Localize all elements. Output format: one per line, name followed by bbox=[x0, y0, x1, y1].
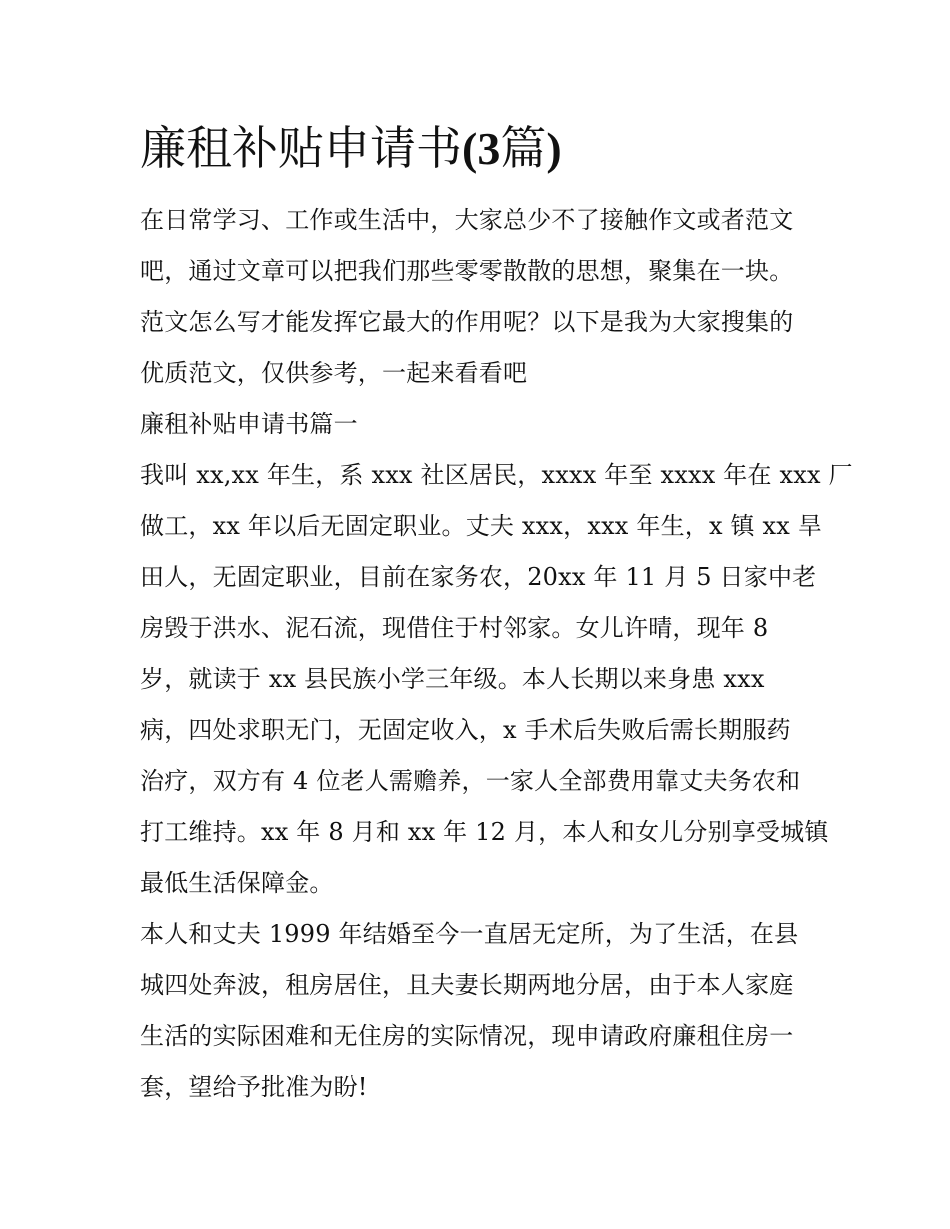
body-line: 在日常学习、工作或生活中，大家总少不了接触作文或者范文 bbox=[140, 206, 794, 234]
body-line: 做工，xx 年以后无固定职业。丈夫 xxx，xxx 年生，x 镇 xx 旱 bbox=[140, 512, 823, 540]
body-line: 范文怎么写才能发挥它最大的作用呢？以下是我为大家搜集的 bbox=[140, 308, 794, 336]
title-tail: 篇 bbox=[500, 121, 547, 175]
body-line: 治疗，双方有 4 位老人需赡养，一家人全部费用靠丈夫务农和 bbox=[140, 767, 801, 795]
body-line: 我叫 xx,xx 年生，系 xxx 社区居民，xxxx 年至 xxxx 年在 xxx 厂 bbox=[140, 461, 853, 489]
body-line: 田人，无固定职业，目前在家务农，20xx 年 11 月 5 日家中老 bbox=[140, 563, 817, 591]
body-line: 本人和丈夫 1999 年结婚至今一直居无定所，为了生活，在县 bbox=[140, 920, 799, 948]
title-close: ) bbox=[546, 123, 562, 174]
body-line: 病，四处求职无门，无固定收入，x 手术后失败后需长期服药 bbox=[140, 716, 791, 744]
section-heading: 廉租补贴申请书篇一 bbox=[140, 410, 358, 438]
title-paren: (3 bbox=[462, 123, 501, 174]
body-line: 城四处奔波，租房居住，且夫妻长期两地分居，由于本人家庭 bbox=[140, 971, 794, 999]
document-title bbox=[140, 118, 562, 179]
title-main: 廉租补贴申请书 bbox=[140, 121, 462, 175]
body-line: 房毁于洪水、泥石流，现借住于村邻家。女儿许晴，现年 8 bbox=[140, 614, 769, 642]
body-line: 套，望给予批准为盼! bbox=[140, 1073, 368, 1101]
body-line: 岁，就读于 xx 县民族小学三年级。本人长期以来身患 xxx bbox=[140, 665, 765, 693]
body-line: 打工维持。xx 年 8 月和 xx 年 12 月，本人和女儿分别享受城镇 bbox=[140, 818, 829, 846]
body-line: 生活的实际困难和无住房的实际情况，现申请政府廉租住房一 bbox=[140, 1022, 794, 1050]
body-line: 吧，通过文章可以把我们那些零零散散的思想，聚集在一块。 bbox=[140, 257, 794, 285]
body-line: 优质范文，仅供参考，一起来看看吧 bbox=[140, 359, 528, 387]
body-line: 最低生活保障金。 bbox=[140, 869, 334, 897]
